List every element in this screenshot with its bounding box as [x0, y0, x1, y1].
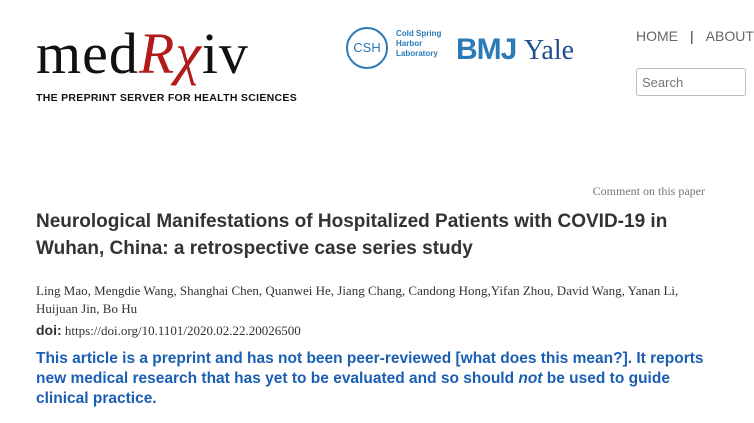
doi-line	[36, 322, 301, 339]
comment-on-paper-link[interactable]: Comment on this paper	[592, 184, 705, 198]
doi-label: doi:	[36, 322, 62, 338]
notice-text-3: be used to guide clinical practice.	[36, 370, 670, 407]
logo-wordmark: medRχiv	[36, 21, 249, 86]
nav-separator: |	[690, 28, 694, 44]
logo-tagline: THE PREPRINT SERVER FOR HEALTH SCIENCES	[36, 92, 298, 104]
doi-link[interactable]: https://doi.org/10.1101/2020.02.22.20026500	[64, 323, 301, 338]
nav-about-link[interactable]: ABOUT	[705, 28, 754, 44]
csh-logo-icon[interactable]: CSH	[346, 27, 388, 69]
preprint-notice	[36, 349, 706, 409]
notice-emphasis: not	[518, 370, 543, 387]
medrxiv-logo[interactable]	[36, 21, 298, 104]
csh-name: Cold Spring Harbor Laboratory	[396, 29, 442, 58]
what-does-this-mean-link[interactable]: [what does this mean?]	[455, 350, 628, 367]
notice-text-1: This article is a preprint and has not been peer-reviewed	[36, 350, 456, 367]
top-navigation	[636, 28, 754, 44]
author-list[interactable]: Ling Mao, Mengdie Wang, Shanghai Chen, Quanwei He, Jiang Chang, Candong Hong,Yifan Zhou, David Wang, Yanan Li, Huijuan Jin, Bo Hu	[36, 283, 679, 316]
yale-logo[interactable]: Yale	[524, 35, 575, 66]
article-title: Neurological Manifestations of Hospitalized Patients with COVID-19 in Wuhan, China: a retrospective case series study	[36, 211, 668, 259]
nav-home-link[interactable]: HOME	[636, 28, 678, 44]
notice-text-2: . It reports new medical research that has yet to be evaluated and so should	[36, 350, 704, 387]
search-input[interactable]	[636, 68, 746, 96]
bmj-logo[interactable]: BMJ	[456, 33, 517, 66]
